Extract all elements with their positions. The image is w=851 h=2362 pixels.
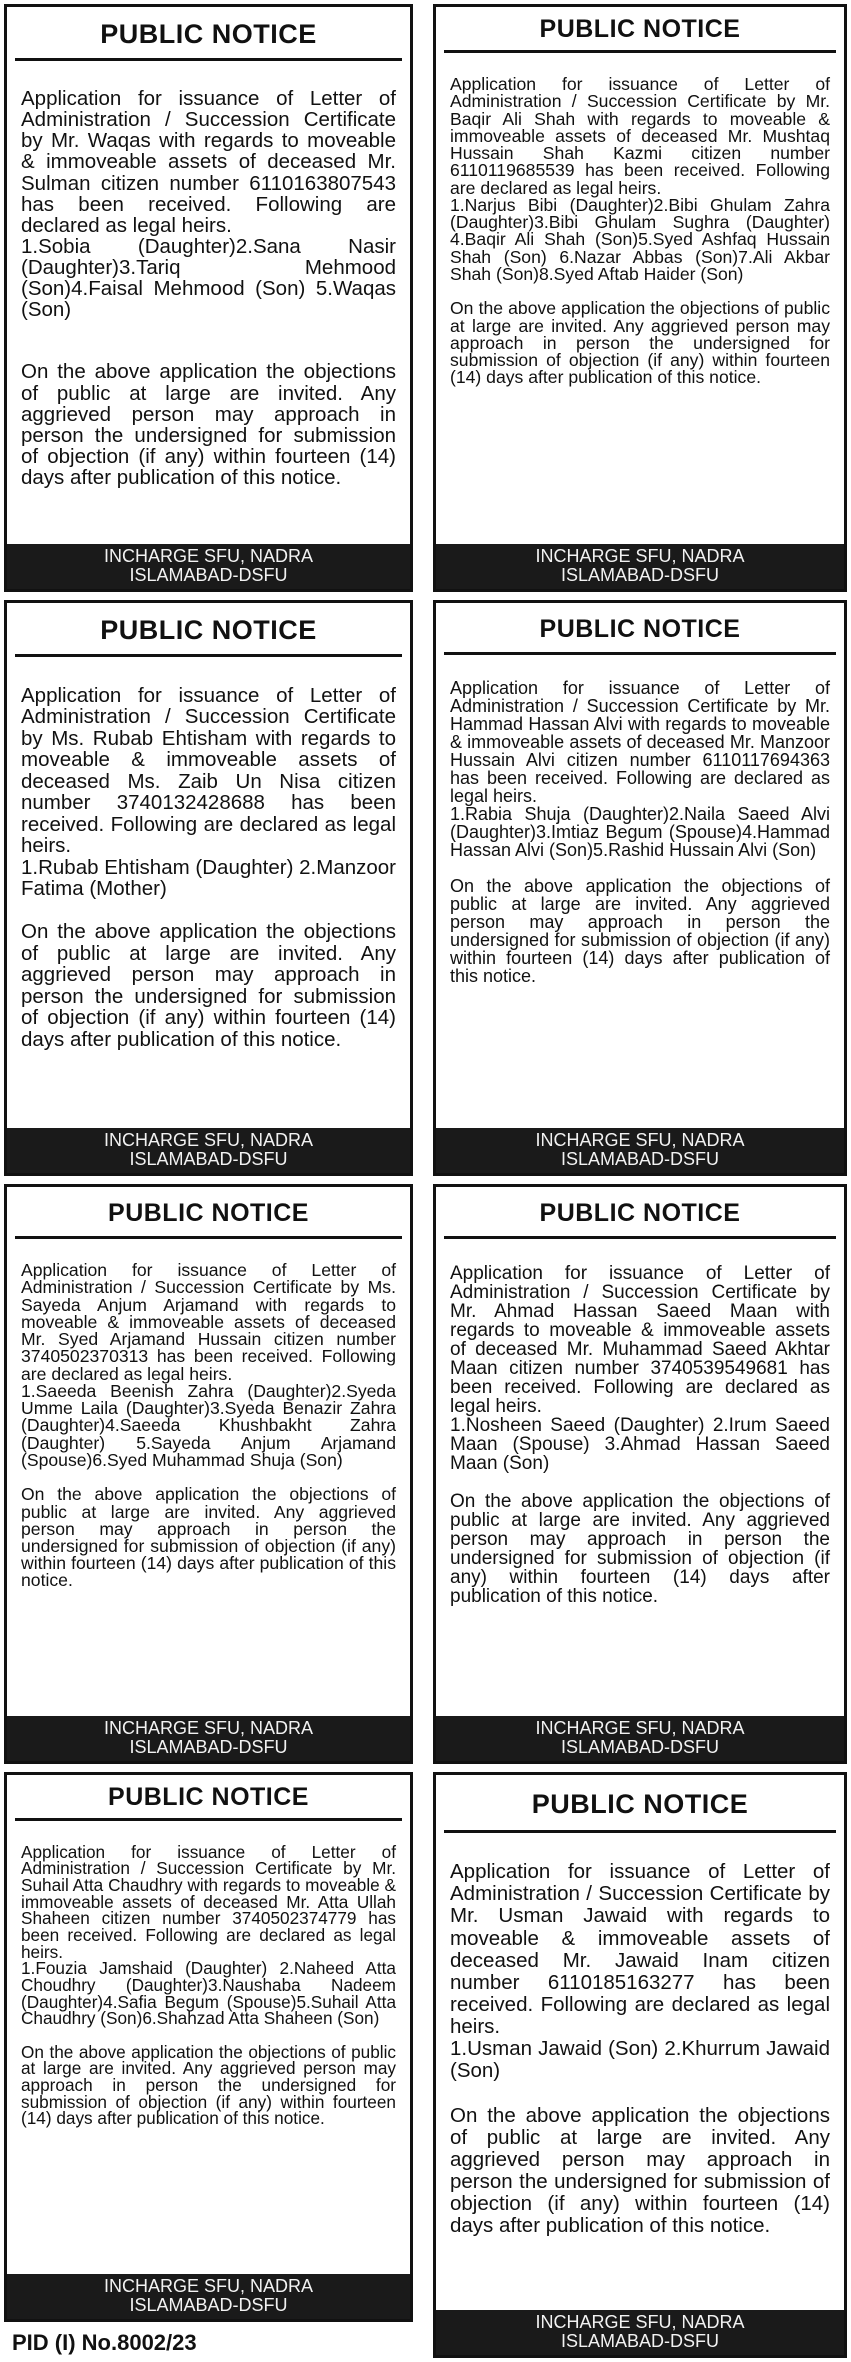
footer-office: INCHARGE SFU, NADRA (103, 1130, 314, 1151)
footer-location: ISLAMABAD-DSFU (129, 565, 288, 586)
notice-body (436, 655, 844, 1128)
objection-paragraph: On the above application the objections of public at large are invited. Any aggrieved person may approach in person the undersigned for submission of objection (if any) within fourteen (14) days after publication of this notice. (450, 2103, 830, 2238)
notice-intro: Application for issuance of Letter of Administration / Succession Certificate by Mr. Usman Jawaid with regards to moveable & immoveable assets of deceased Mr. Jawaid Inam citizen number 6110185163277 has been received. Following are declared as legal heirs. (450, 1860, 830, 2038)
notice-intro: Application for issuance of Letter of Administration / Succession Certificate by Mr. Baqir Ali Shah with regards to moveable & immoveable assets of deceased Mr. Mushtaq Hussain Shah Kazmi citizen number 6110119685539 has been received. Following are declared as legal heirs. (450, 74, 830, 198)
objection-paragraph: On the above application the objections of public at large are invited. Any aggrieved person may approach in person the undersigned for submission of objection (if any) within fourteen (14) days after publication of this notice. (450, 298, 830, 388)
legal-heirs-list: 1.Nosheen Saeed (Daughter) 2.Irum Saeed Maan (Spouse) 3.Ahmad Hassan Saeed Maan (Son) (450, 1415, 830, 1474)
footer-location: ISLAMABAD-DSFU (560, 565, 720, 586)
public-notice-7 (4, 1772, 413, 2322)
notice-footer (7, 544, 410, 589)
notice-title: PUBLIC NOTICE (15, 7, 402, 61)
notice-footer (436, 544, 844, 589)
footer-office: INCHARGE SFU, NADRA (535, 1718, 745, 1739)
notice-body (436, 1833, 844, 2310)
notice-intro: Application for issuance of Letter of Administration / Succession Certificate by Ms. Sayeda Anjum Arjamand with regards to moveable & immoveable assets of deceased Mr. Syed Arjamand Hussain citizen number 3740502370313 has been received. Following are declared as legal heirs. (21, 1260, 396, 1384)
notice-footer (436, 1716, 844, 1761)
public-notice-6 (433, 1184, 847, 1764)
legal-heirs-list: 1.Fouzia Jamshaid (Daughter) 2.Naheed Atta Choudhry (Daughter)3.Naushaba Nadeem (Daughter)4.Safia Begum (Spouse)5.Suhail Atta Chaudhry (Son)6.Shahzad Atta Shaheen (Son) (21, 1958, 396, 2029)
public-notice-3 (4, 600, 413, 1176)
notice-title: PUBLIC NOTICE (15, 1775, 402, 1821)
objection-paragraph: On the above application the objections of public at large are invited. Any aggrieved person may approach in person the undersigned for submission of objection (if any) within fourteen (14) days after publication of this notice. (21, 920, 396, 1051)
footer-office: INCHARGE SFU, NADRA (535, 1130, 745, 1151)
legal-heirs-list: 1.Narjus Bibi (Daughter)2.Bibi Ghulam Zahra (Daughter)3.Bibi Ghulam Sughra (Daughter) 4.Baqir Ali Shah (Son)5.Syed Ashfaq Hussain Shah (Son) 6.Nazar Abbas (Son)7.Ali Akbar Shah (Son)8.Syed Aftab Haider (Son) (450, 194, 830, 284)
legal-heirs-list: 1.Usman Jawaid (Son) 2.Khurrum Jawaid (Son) (450, 2037, 830, 2083)
notice-footer (7, 1716, 410, 1761)
notice-title: PUBLIC NOTICE (444, 1187, 836, 1239)
footer-location: ISLAMABAD-DSFU (560, 2331, 720, 2352)
objection-paragraph: On the above application the objections of public at large are invited. Any aggrieved person may approach in person the undersigned for submission of objection (if any) within fourteen (14) days after publication of this notice. (21, 1484, 396, 1591)
footer-location: ISLAMABAD-DSFU (129, 2295, 288, 2316)
legal-heirs-list: 1.Rubab Ehtisham (Daughter) 2.Manzoor Fatima (Mother) (21, 855, 396, 901)
notice-body (7, 61, 410, 544)
public-notice-2 (433, 4, 847, 592)
footer-location: ISLAMABAD-DSFU (129, 1737, 288, 1758)
footer-office: INCHARGE SFU, NADRA (103, 546, 314, 567)
notice-intro: Application for issuance of Letter of Administration / Succession Certificate by Ms. Rubab Ehtisham with regards to moveable & immoveable assets of deceased Ms. Zaib Un Nisa citizen number 3740132428688 has been received. Following are declared as legal heirs. (21, 683, 396, 858)
notice-body (436, 1239, 844, 1716)
notice-body (7, 1239, 410, 1716)
legal-heirs-list: 1.Saeeda Beenish Zahra (Daughter)2.Syeda Umme Laila (Daughter)3.Syeda Benazir Zahra (Daughter)4.Saeeda Khushbakht Zahra (Daughter) 5.Sayeda Anjum Arjamand (Spouse)6.Syed Muhammad Shuja (Son) (21, 1380, 396, 1470)
legal-heirs-list: 1.Sobia (Daughter)2.Sana Nasir (Daughter)3.Tariq Mehmood (Son)4.Faisal Mehmood (Son) 5.Waqas (Son) (21, 234, 396, 322)
footer-office: INCHARGE SFU, NADRA (535, 2312, 745, 2333)
public-notice-5 (4, 1184, 413, 1764)
notice-intro: Application for issuance of Letter of Administration / Succession Certificate by Mr. Waqas with regards to moveable & immoveable assets of deceased Mr. Sulman citizen number 6110163807543 has been received. Following are declared as legal heirs. (21, 87, 396, 237)
legal-heirs-list: 1.Rabia Shuja (Daughter)2.Naila Saeed Alvi (Daughter)3.Imtiaz Begum (Spouse)4.Hammad Hassan Alvi (Son)5.Rashid Hussain Alvi (Son) (450, 804, 830, 860)
notice-footer (436, 2310, 844, 2355)
publication-id: PID (I) No.8002/23 (12, 2330, 197, 2355)
notice-body (7, 1821, 410, 2274)
notice-title: PUBLIC NOTICE (444, 1775, 836, 1833)
footer-location: ISLAMABAD-DSFU (560, 1149, 720, 1170)
objection-paragraph: On the above application the objections of public at large are invited. Any aggrieved person may approach in person the undersigned for submission of objection (if any) within fourteen (14) days after publication of this notice. (450, 876, 830, 986)
notice-intro: Application for issuance of Letter of Administration / Succession Certificate by Mr. Ahmad Hassan Saeed Maan with regards to moveable & immoveable assets of deceased Mr. Muhammad Saeed Akhtar Maan citizen number 3740539549681 has been received. Following are declared as legal heirs. (450, 1263, 830, 1417)
notice-intro: Application for issuance of Letter of Administration / Succession Certificate by Mr. Suhail Atta Chaudhry with regards to moveable & immoveable assets of deceased Mr. Atta Ullah Shaheen citizen number 3740502374779 has been received. Following are declared as legal heirs. (21, 1841, 396, 1962)
public-notice-8 (433, 1772, 847, 2358)
notice-title: PUBLIC NOTICE (444, 7, 836, 53)
footer-office: INCHARGE SFU, NADRA (103, 2276, 314, 2297)
objection-paragraph: On the above application the objections of public at large are invited. Any aggrieved person may approach in person the undersigned for submission of objection (if any) within fourteen (14) days after publication of this notice. (450, 1491, 830, 1607)
footer-location: ISLAMABAD-DSFU (129, 1149, 288, 1170)
notice-footer (7, 2274, 410, 2319)
footer-office: INCHARGE SFU, NADRA (535, 546, 745, 567)
footer-office: INCHARGE SFU, NADRA (103, 1718, 314, 1739)
notice-title: PUBLIC NOTICE (444, 603, 836, 655)
notice-body (436, 53, 844, 544)
notice-footer (436, 1128, 844, 1173)
notice-title: PUBLIC NOTICE (15, 1187, 402, 1239)
footer-location: ISLAMABAD-DSFU (560, 1737, 720, 1758)
public-notice-4 (433, 600, 847, 1176)
notice-title: PUBLIC NOTICE (15, 603, 402, 657)
notice-body (7, 657, 410, 1128)
objection-paragraph: On the above application the objections of public at large are invited. Any aggrieved person may approach in person the undersigned for submission of objection (if any) within fourteen (14) days after publication of this notice. (21, 2041, 396, 2129)
objection-paragraph: On the above application the objections of public at large are invited. Any aggrieved person may approach in person the undersigned for submission of objection (if any) within fourteen (14) days after publication of this notice. (21, 360, 396, 489)
notice-footer (7, 1128, 410, 1173)
notice-intro: Application for issuance of Letter of Administration / Succession Certificate by Mr. Hammad Hassan Alvi with regards to moveable & immoveable assets of deceased Mr. Manzoor Hussain Alvi citizen number 6110117694363 has been received. Following are declared as legal heirs. (450, 678, 830, 806)
public-notice-1 (4, 4, 413, 592)
